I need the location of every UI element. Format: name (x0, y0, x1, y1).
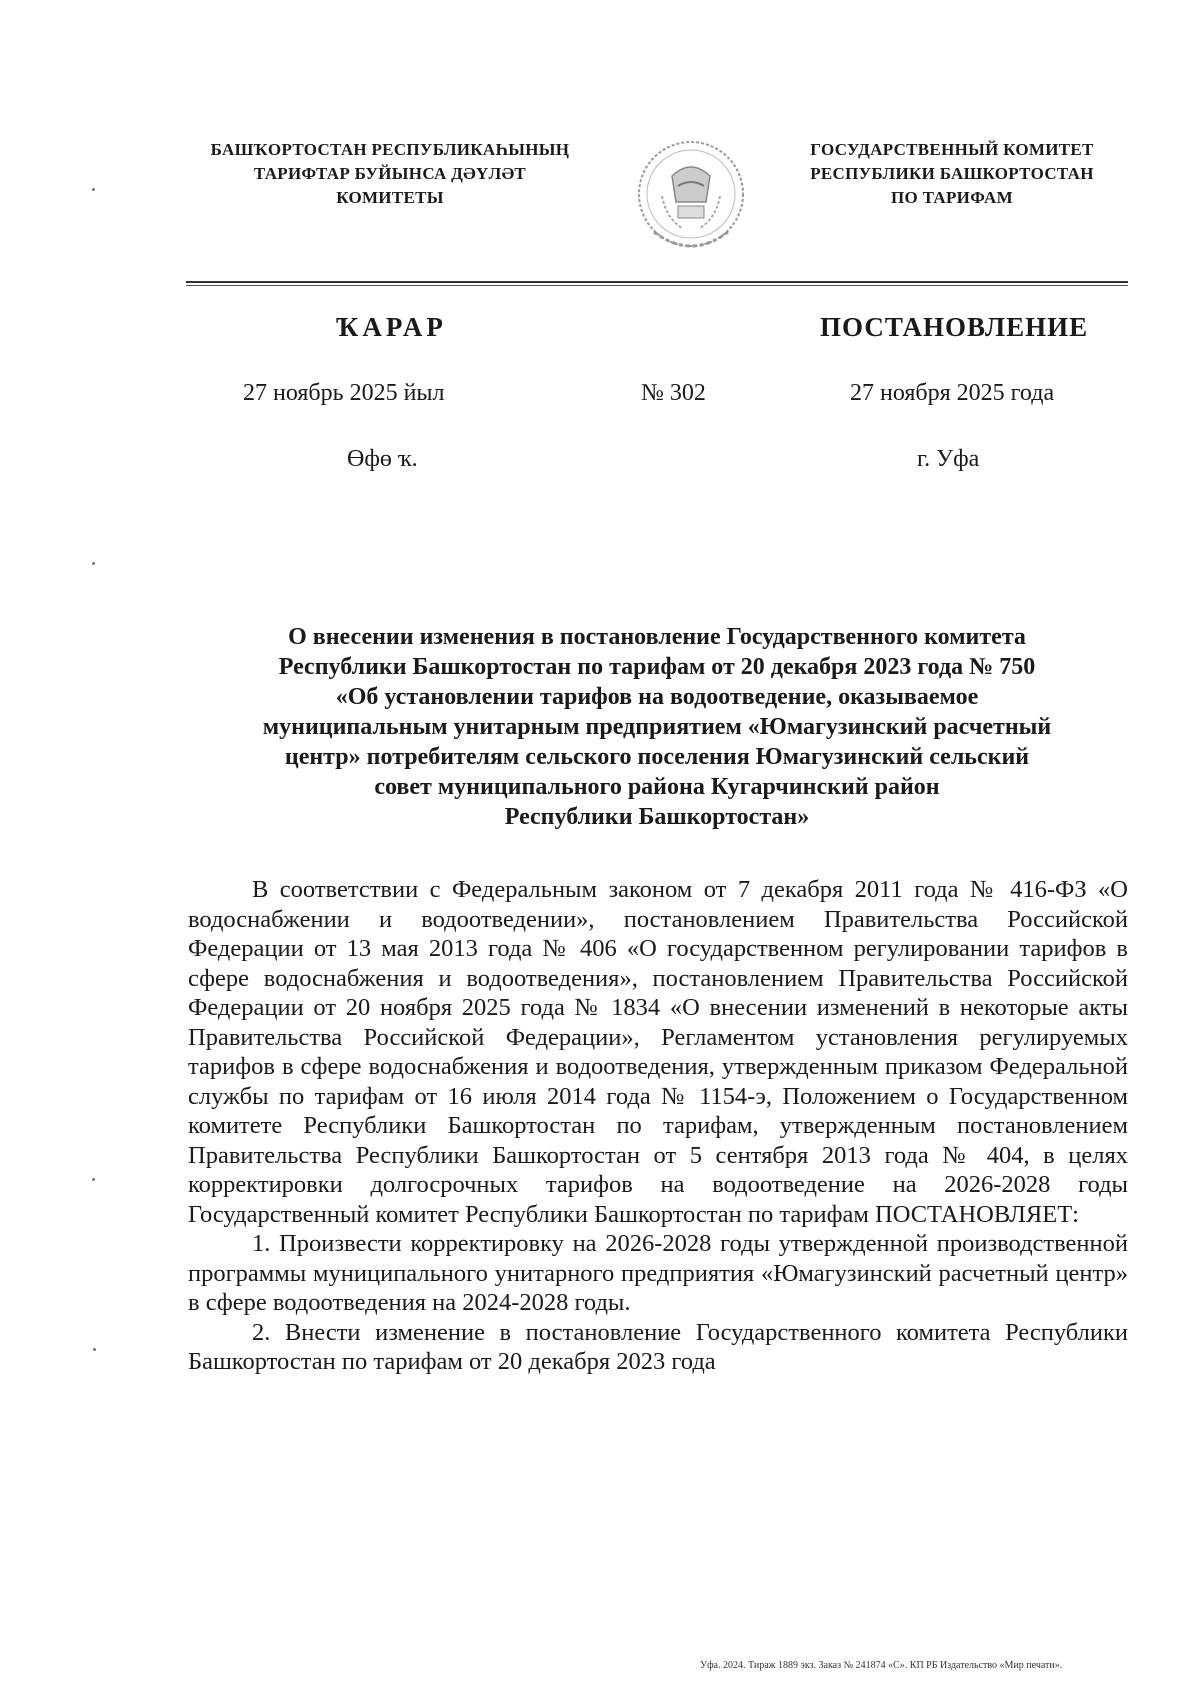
title-line: центр» потребителям сельского поселения Юмагузинский сельский (284, 744, 1030, 770)
doc-kind-bashkir: ҠАРАР (336, 312, 447, 342)
date-bashkir: 27 ноябрь 2025 йыл (243, 380, 445, 406)
body-paragraph-item-2: 2. Внести изменение в постановление Государственного комитета Республики Башкортостан по тарифам от 20 декабря 2023 года (188, 1318, 1128, 1375)
header-right-line: РЕСПУБЛИКИ БАШКОРТОСТАН (810, 164, 1094, 183)
header-left (180, 138, 600, 210)
header-right-line: ПО ТАРИФАМ (891, 188, 1013, 207)
body-paragraph-preamble: В соответствии с Федеральным законом от 7 декабря 2011 года № 416-ФЗ «О водоснабжении и водоотведении», постановлением Правительства Российской Федерации от 13 мая 2013 года № 406 «О государственном регулировании тарифов в сфере водоснабжения и водоотведения», постановлением Правительства Российской Федерации от 20 ноября 2025 года № 1834 «О внесении изменений в некоторые акты Правительства Российской Федерации», Регламентом установления регулируемых тарифов в сфере водоснабжения и водоотведения, утвержденным приказом Федеральной службы по тарифам от 16 июля 2014 года № 1154-э, Положением о Государственном комитете Республики Башкортостан по тарифам, утвержденным постановлением Правительства Республики Башкортостан от 5 сентября 2013 года № 404, в целях корректировки долгосрочных тарифов на водоотведение на 2026-2028 годы Государственный комитет Республики Башкортостан по тарифам ПОСТАНОВЛЯЕТ: (188, 876, 1128, 1228)
scan-speck (92, 188, 95, 191)
body-paragraph-item-1: 1. Произвести корректировку на 2026-2028 годы утвержденной производственной программы муниципального унитарного предприятия «Юмагузинский расчетный центр» в сфере водоотведения на 2024-2028 годы. (188, 1230, 1128, 1316)
scan-speck (92, 562, 95, 565)
title-line: «Об установлении тарифов на водоотведение, оказываемое (335, 684, 979, 710)
doc-number: № 302 (641, 380, 706, 406)
title-line: О внесении изменения в постановление Государственного комитета (288, 624, 1026, 650)
header-divider (186, 281, 1128, 283)
scan-speck (92, 1178, 95, 1181)
date-russian: 27 ноября 2025 года (850, 380, 1055, 406)
emblem-icon (632, 136, 750, 266)
doc-kind-russian: ПОСТАНОВЛЕНИЕ (820, 312, 1089, 342)
header-divider-thin (186, 285, 1128, 286)
doc-title (186, 622, 1128, 832)
city-russian: г. Уфа (917, 446, 980, 472)
title-line: совет муниципального района Кугарчинский район (374, 774, 940, 800)
scan-speck (93, 1348, 96, 1351)
header-left-line: ТАРИФТАР БУЙЫНСА ДӘҮЛӘТ (253, 164, 527, 183)
title-line: муниципальным унитарным предприятием «Юмагузинский расчетный (262, 714, 1052, 740)
city-bashkir: Өфө ҡ. (347, 446, 418, 472)
title-line: Республики Башкортостан» (504, 804, 810, 830)
header-left-line: БАШҠОРТОСТАН РЕСПУБЛИКАҺЫНЫҢ (210, 140, 570, 159)
print-imprint: Уфа. 2024. Тираж 1889 экз. Заказ № 241874 «С». КП РБ Издательство «Мир печати». (700, 1660, 1063, 1671)
title-line: Республики Башкортостан по тарифам от 20 декабря 2023 года № 750 (278, 654, 1036, 680)
doc-body (188, 875, 1128, 1377)
header-right-line: ГОСУДАРСТВЕННЫЙ КОМИТЕТ (810, 140, 1094, 159)
header-right (772, 138, 1132, 210)
header-left-line: КОМИТЕТЫ (336, 188, 444, 207)
